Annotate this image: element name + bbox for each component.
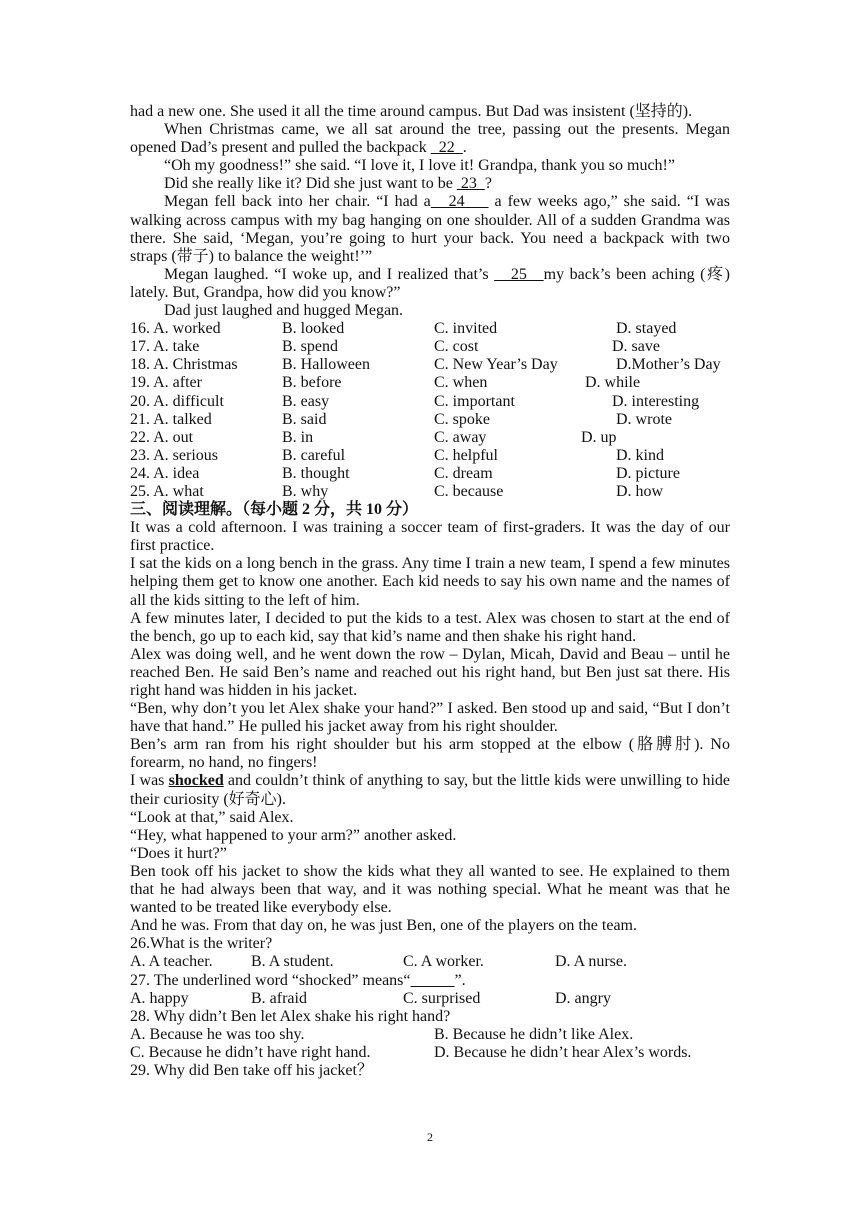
question-27-options (130, 990, 730, 1008)
blank-22: 22 (430, 139, 463, 157)
option-d: D. wrote (616, 410, 672, 428)
cloze-option-row (130, 429, 730, 447)
text: When Christmas came, we all sat around the tree, passing out the presents. Megan opened Dad’s present and pulled the backpack (130, 121, 730, 157)
text: Megan laughed. “I woke up, and I realized that’s (164, 265, 495, 283)
option-a: 17. A. take (130, 338, 200, 356)
option-a: 25. A. what (130, 482, 204, 500)
question-28-options (130, 1044, 730, 1062)
option-b: B. before (282, 374, 342, 392)
text: . (462, 139, 467, 157)
blank-23: 23 (456, 175, 485, 193)
cloze-option-row (130, 465, 730, 483)
question-26: 26.What is the writer? (130, 935, 273, 953)
story-paragraph-1: had a new one. She used it all the time around campus. But Dad was insistent (坚持的). (130, 103, 693, 120)
text: Did she really like it? Did she just want to be (164, 175, 457, 193)
story-paragraph-2 (130, 121, 730, 157)
story-paragraph-3: “Oh my goodness!” she said. “I love it, I love it! Grandpa, thank you so much!” (164, 157, 675, 175)
reading-paragraph: “Does it hurt?” (130, 844, 227, 862)
option-d: D. while (585, 374, 641, 392)
story-paragraph-4 (130, 175, 730, 193)
option-c: C. helpful (434, 446, 498, 464)
section-heading: 三、阅读理解。（每小题 2 分，共 10 分） (130, 501, 419, 519)
text: my back’s been aching (疼) lately. But, Grandpa, how did you know?” (130, 265, 730, 301)
option-c: C. Because he didn’t have right hand. (130, 1043, 371, 1061)
reading-paragraph: Ben took off his jacket to show the kids what they all wanted to see. He explained to them that he had always been that way, and it was nothing special. What he meant was that he wanted to be treated like everybody else. (130, 862, 730, 917)
reading-paragraph (130, 772, 730, 808)
option-a: 19. A. after (130, 374, 202, 392)
option-b: B. careful (282, 446, 346, 464)
story-paragraph-7: Dad just laughed and hugged Megan. (164, 302, 404, 320)
question-28: 28. Why didn’t Ben let Alex shake his right hand? (130, 1007, 451, 1025)
option-d: D. kind (616, 446, 664, 464)
option-b: B. Because he didn’t like Alex. (434, 1025, 634, 1043)
reading-paragraph: A few minutes later, I decided to put the kids to a test. Alex was chosen to start at the end of the bench, go up to each kid, say that kid’s name and then shake his right hand. (130, 609, 730, 645)
option-b: B. A student. (251, 953, 334, 971)
text: Megan fell back into her chair. “I had a (164, 193, 431, 211)
option-a: A. happy (130, 989, 189, 1007)
option-a: 18. A. Christmas (130, 356, 238, 374)
question-27 (130, 972, 730, 990)
option-d: D. A nurse. (555, 953, 627, 971)
answer-blank (411, 972, 455, 989)
reading-paragraph: Ben’s arm ran from his right shoulder but his arm stopped at the elbow (胳膊肘). No forearm, no hand, no fingers! (130, 736, 730, 772)
option-d: D. up (581, 428, 617, 446)
option-d: D. interesting (612, 392, 700, 410)
cloze-option-row (130, 411, 730, 429)
cloze-option-row (130, 356, 730, 374)
option-c: C. invited (434, 320, 498, 338)
option-a: A. Because he was too shy. (130, 1025, 305, 1043)
option-c: C. A worker. (403, 953, 484, 971)
reading-paragraph: I sat the kids on a long bench in the grass. Any time I train a new team, I spend a few minutes helping them get to know one another. Each kid needs to say his own name and the names of all the kids sitting to the left of him. (130, 555, 730, 609)
option-c: C. because (434, 482, 504, 500)
reading-paragraph: “Hey, what happened to your arm?” another asked. (130, 826, 457, 844)
option-d: D.Mother’s Day (616, 356, 721, 374)
page-number: 2 (427, 1130, 433, 1144)
blank-25: 25 (494, 265, 544, 283)
option-d: D. picture (616, 464, 680, 482)
option-c: C. New Year’s Day (434, 356, 558, 374)
option-a: 22. A. out (130, 428, 194, 446)
option-a: 20. A. difficult (130, 392, 224, 410)
option-d: D. save (612, 338, 660, 356)
text: ”. (454, 971, 466, 989)
option-b: B. in (282, 428, 314, 446)
cloze-option-row (130, 447, 730, 465)
option-d: D. how (616, 482, 664, 500)
reading-paragraph: And he was. From that day on, he was just Ben, one of the players on the team. (130, 917, 637, 935)
option-c: C. important (434, 392, 515, 410)
option-b: B. afraid (251, 989, 307, 1007)
underlined-word: shocked (168, 772, 224, 790)
cloze-option-row (130, 374, 730, 392)
question-29: 29. Why did Ben take off his jacket？ (130, 1061, 373, 1079)
option-a: 16. A. worked (130, 320, 221, 338)
text: 27. The underlined word “shocked” means“ (130, 971, 411, 989)
text: I was (130, 772, 169, 790)
option-d: D. Because he didn’t hear Alex’s words. (434, 1043, 692, 1061)
text: ? (484, 175, 492, 193)
question-26-options (130, 953, 730, 971)
blank-24: 24 (430, 193, 489, 211)
option-a: A. A teacher. (130, 953, 213, 971)
option-c: C. spoke (434, 410, 490, 428)
reading-paragraph: “Ben, why don’t you let Alex shake your hand?” I asked. Ben stood up and said, “But I don’t have that hand.” He pulled his jacket away from his right shoulder. (130, 700, 730, 736)
option-c: C. surprised (403, 989, 481, 1007)
option-d: D. stayed (616, 320, 677, 338)
option-b: B. thought (282, 464, 350, 482)
option-d: D. angry (555, 989, 611, 1007)
story-paragraph-6 (130, 266, 730, 302)
option-a: 24. A. idea (130, 464, 200, 482)
option-c: C. cost (434, 338, 479, 356)
option-b: B. easy (282, 392, 330, 410)
option-b: B. spend (282, 338, 338, 356)
option-c: C. when (434, 374, 488, 392)
option-b: B. why (282, 482, 329, 500)
reading-paragraph: It was a cold afternoon. I was training a soccer team of first-graders. It was the day of our first practice. (130, 519, 730, 555)
question-28-options (130, 1026, 730, 1044)
text: a few weeks ago,” she said. “I was walking across campus with my bag hanging on one shoulder. All of a sudden Grandma was there. She said, ‘Megan, you’re going to hurt your back. You need a backpack with two straps (带子) to balance the weight!’” (130, 193, 731, 265)
reading-paragraph: Alex was doing well, and he went down the row – Dylan, Micah, David and Beau – until he reached Ben. He said Ben’s name and reached out his right hand, but Ben just sat there. His right hand was hidden in his jacket. (130, 645, 730, 699)
cloze-option-row (130, 483, 730, 501)
story-paragraph-5 (130, 193, 730, 265)
cloze-options-list (130, 320, 730, 501)
option-c: C. away (434, 428, 487, 446)
option-b: B. looked (282, 320, 345, 338)
reading-paragraph: “Look at that,” said Alex. (130, 808, 294, 826)
option-a: 21. A. talked (130, 410, 212, 428)
exam-page (130, 103, 730, 1080)
text: and couldn’t think of anything to say, but the little kids were unwilling to hide their curiosity (好奇心). (130, 772, 731, 808)
option-b: B. Halloween (282, 356, 370, 374)
cloze-option-row (130, 393, 730, 411)
cloze-option-row (130, 320, 730, 338)
option-b: B. said (282, 410, 327, 428)
option-a: 23. A. serious (130, 446, 218, 464)
cloze-option-row (130, 338, 730, 356)
option-c: C. dream (434, 464, 493, 482)
